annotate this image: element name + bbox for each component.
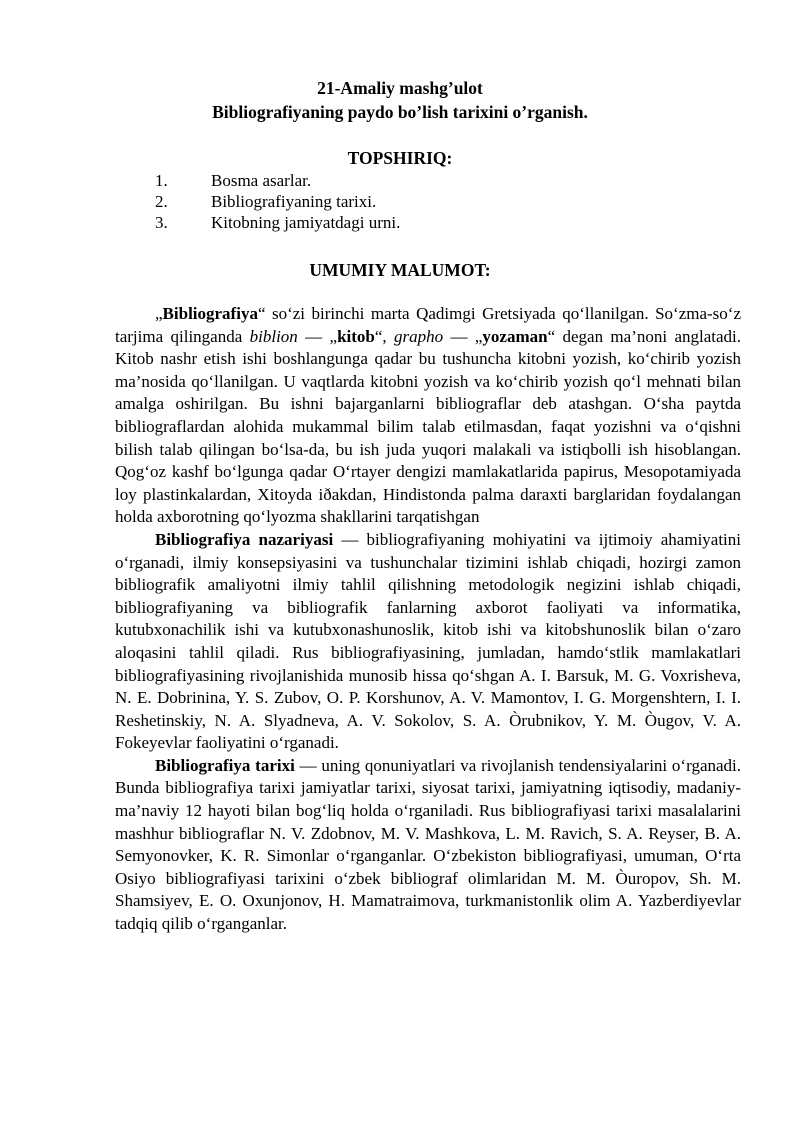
paragraph-text: — uning qonuniyatlari va rivojlanish tendensiyalarini o‘rganadi. Bunda bibliografiya tarixi jamiyatlar tarixi, siyosat tarixi, jamiyatning iqtisodiy, madaniy-ma’naviy 12 hayoti bilan bog‘liq holda o‘rganiladi. Rus bibliografiyasi tarixi masalalarini mashhur bibliograflar N. V. Zdobnov, M. V. Mashkova, L. M. Ravich, S. A. Reyser, B. A. Semyonovker, K. R. Simonlar o‘rganganlar. O‘zbekiston bibliografiyasi, umuman, O‘rta Osiyo bibliografiyasi tarixini o‘zbek bibliograf olimlaridan M. M. Òuropov, Sh. M. Shamsiyev, E. O. Oxunjonov, H. Mamatraimova, turkmanistonlik olim A. Yazberdiyevlar tadqiq qilib o‘rganganlar. bbox=[115, 755, 742, 934]
term-yozaman: yozaman bbox=[482, 326, 548, 346]
paragraph-text: “, bbox=[374, 326, 395, 346]
term-biblion: biblion bbox=[249, 326, 298, 346]
section-heading: UMUMIY MALUMOT: bbox=[309, 260, 491, 280]
paragraph-text: — „ bbox=[443, 326, 483, 346]
term-kitob: kitob bbox=[337, 326, 375, 346]
task-heading: TOPSHIRIQ: bbox=[347, 148, 453, 168]
paragraph-text: “ so‘zi birinchi marta Qadimgi Gretsiyada qo‘llanilgan. So‘zma-so‘z tarjima qilinganda bbox=[115, 304, 741, 346]
list-item bbox=[0, 191, 800, 212]
paragraph-nazariyasi bbox=[115, 529, 741, 755]
term-bibliografiya-tarixi: Bibliografiya tarixi bbox=[155, 755, 295, 775]
list-item-number: 3. bbox=[155, 213, 168, 232]
list-item-text: Bibliografiyaning tarixi. bbox=[211, 192, 377, 211]
paragraph-bibliografiya bbox=[115, 303, 741, 529]
paragraph-text: “ degan ma’noni anglatadi. Kitob nashr etish ishi boshlangunga qadar bu tushuncha kitobni yozish, ko‘chirib yozish ma’nosida qo‘llanilgan. U vaqtlarda kitobni yozish va ko‘chirib yozish qo‘l mehnati bilan amalga oshirilgan. Bu ishni bajarganlarni bibliograflar deb atashgan. O‘sha paytda bibliograflardan alohida mukammal bilim talab etilmasdan, faqat yozishni va o‘qishni bilish talab qilingan bo‘lsa-da, bu ish juda yuqori malakali va istiqbolli ish hisoblangan. Qog‘oz kashf bo‘lgunga qadar O‘rtayer dengizi mamlakatlarida papirus, Mesopotamiyada loy plastinkalardan, Xitoyda iðakdan, Hindistonda palma daraxti barglaridan foydalangan holda axborotning qo‘lyozma shakllarini tarqatishgan bbox=[115, 326, 741, 527]
term-grapho: grapho bbox=[394, 326, 444, 346]
document-body bbox=[115, 303, 741, 936]
term-bibliografiya-nazariyasi: Bibliografiya nazariyasi bbox=[155, 529, 334, 549]
term-bibliografiya: Bibliografiya bbox=[162, 304, 258, 323]
quote-mark: „ bbox=[155, 304, 163, 323]
task-list bbox=[0, 170, 800, 233]
list-item bbox=[0, 212, 800, 233]
list-item-text: Kitobning jamiyatdagi urni. bbox=[211, 213, 401, 232]
paragraph-text: — „ bbox=[297, 326, 338, 346]
page-subtitle: Bibliografiyaning paydo bo’lish tarixini o’rganish. bbox=[212, 102, 588, 122]
paragraph-text: — bibliografiyaning mohiyatini va ijtimoiy ahamiyatini o‘rganadi, ilmiy konsepsiyasini va tushunchalar tizimini ishlab chiqadi, hozirgi zamon bibliografik amaliyotni ilmiy tahlil qilishning metodologik negizini ishlab chiqadi, bibliografiyaning va bibliografik fanlarning axborot faoliyati va informatika, kutubxonachilik ishi va kutubxonashunoslik, kitob ishi va kitobshunoslik bilan o‘zaro aloqasini tahlil qiladi. Rus bibliografiyasining, jumladan, hamdo‘stlik mamlakatlari bibliografiyasining rivojlanishida munosib hissa qo‘shgan A. I. Barsuk, M. G. Voxrisheva, N. E. Dobrinina, Y. S. Zubov, O. P. Korshunov, A. V. Mamontov, I. G. Morgenshtern, I. I. Reshetinskiy, N. A. Slyadneva, A. V. Sokolov, S. A. Òrubnikov, Y. M. Òugov, V. A. Fokeyevlar faoliyatini o‘rganadi. bbox=[115, 529, 742, 753]
list-item-number: 1. bbox=[155, 171, 168, 190]
list-item-text: Bosma asarlar. bbox=[211, 171, 312, 190]
page-title: 21-Amaliy mashg’ulot bbox=[317, 78, 483, 98]
list-item-number: 2. bbox=[155, 192, 168, 211]
paragraph-tarixi bbox=[115, 755, 741, 936]
list-item bbox=[0, 170, 800, 191]
